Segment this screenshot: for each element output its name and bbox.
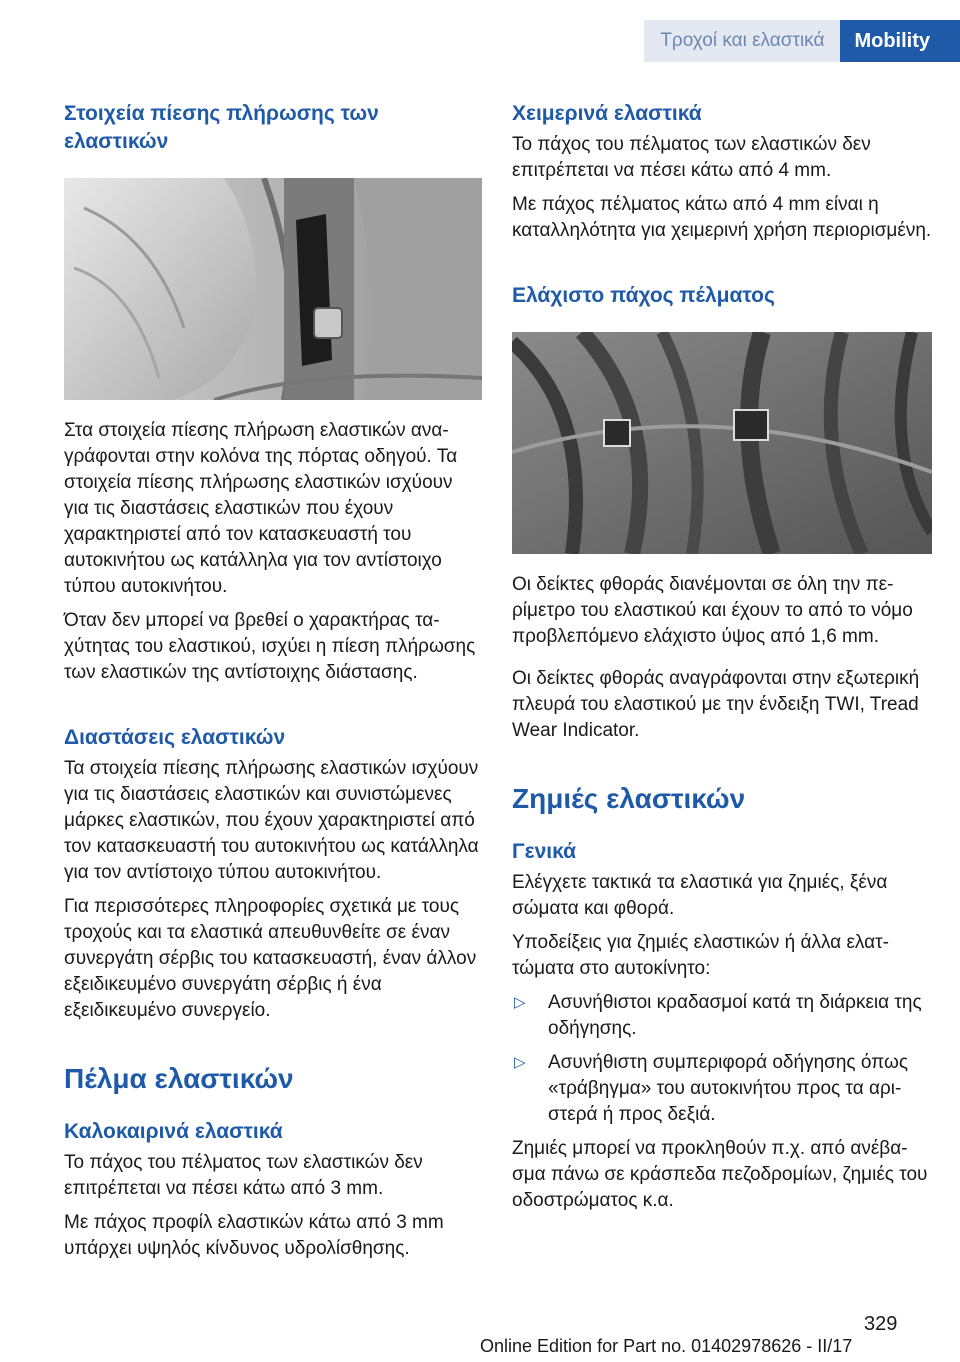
paragraph: Οι δείκτες φθοράς διανέμονται σε όλη την περίμετρο του ελαστικού και έχουν το από το νόμο προβλεπόμενο ελάχιστο ύψος από 1,6 mm.: [512, 574, 913, 647]
heading-summer-tires: Καλοκαιρινά ελαστικά: [64, 1120, 283, 1143]
left-column: [64, 100, 482, 1270]
heading-winter-tires: Χειμερινά ελαστικά: [512, 102, 702, 125]
list-item: [512, 990, 932, 1042]
chapter-title: Mobility: [840, 20, 960, 62]
heading-pressure-data: Στοιχεία πίεσης πλήρωσης των ελαστικών: [64, 102, 379, 153]
page-number: 329: [864, 1313, 898, 1335]
damage-indicators-list: [512, 990, 932, 1128]
door-pillar-figure: [64, 178, 482, 400]
paragraph: Τα στοιχεία πίεσης πλήρωσης ελαστικών ισχύουν για τις διαστάσεις ελαστικών και συνιστώμενες μάρκες ελαστικών, που έχουν χαρακτηριστεί από τον κατασκευαστή του αυτοκινήτου ως κατάλληλα για τον αντίστοιχο τύπου αυτοκινήτου.: [64, 758, 479, 883]
paragraph: Όταν δεν μπορεί να βρεθεί ο χαρακτήρας ταχύτητας του ελαστικού, ισχύει η πίεση πλήρωσης των ελαστικών της αντίστοιχης διάστασης.: [64, 610, 476, 683]
triangle-bullet-icon: ▷: [514, 1054, 526, 1071]
tread-wear-indicator-figure: [512, 332, 932, 554]
heading-tire-dimensions: Διαστάσεις ελαστικών: [64, 726, 286, 749]
list-item-text: Ασυνήθιστη συμπεριφορά οδήγησης όπως «τράβηγμα» του αυτοκινήτου προς τα αριστερά ή προς δεξιά.: [548, 1052, 908, 1125]
paragraph: Στα στοιχεία πίεσης πλήρωση ελαστικών αναγράφονται στην κολόνα της πόρτας οδηγού. Τα στοιχεία πίεσης πλήρωσης ελαστικών ισχύουν για τις διαστάσεις ελαστικών που έχουν χαρακτηριστεί από τον κατασκευαστή του αυτοκινήτου ως κατάλληλα για τον αντίστοιχο τύπου αυτοκινήτου.: [64, 420, 458, 597]
paragraph: Το πάχος του πέλματος των ελαστικών δεν επιτρέπεται να πέσει κάτω από 4 mm.: [512, 134, 871, 181]
heading-minimum-tread: Ελάχιστο πάχος πέλματος: [512, 284, 775, 307]
section-title: Τροχοί και ελαστικά: [644, 20, 840, 62]
paragraph: Το πάχος του πέλματος των ελαστικών δεν επιτρέπεται να πέσει κάτω από 3 mm.: [64, 1152, 423, 1199]
paragraph: Υποδείξεις για ζημιές ελαστικών ή άλλα ελαττώματα στο αυτοκίνητο:: [512, 932, 889, 979]
paragraph: Με πάχος προφίλ ελαστικών κάτω από 3 mm υπάρχει υψηλός κίνδυνος υδρολίσθησης.: [64, 1212, 444, 1259]
heading-general: Γενικά: [512, 840, 577, 863]
right-column: [512, 100, 932, 1222]
paragraph: Ελέγχετε τακτικά τα ελαστικά για ζημιές, ξένα σώματα και φθορά.: [512, 872, 888, 919]
triangle-bullet-icon: ▷: [514, 994, 526, 1011]
heading-tire-tread: Πέλμα ελαστικών: [64, 1063, 294, 1094]
heading-tire-damage: Ζημιές ελαστικών: [512, 783, 746, 814]
edition-footer: Online Edition for Part no. 01402978626 - II/17: [480, 1336, 853, 1356]
paragraph: Ζημιές μπορεί να προκληθούν π.χ. από ανέβασμα πάνω σε κράσπεδα πεζοδρομίων, ζημιές του οδοστρώματος κ.α.: [512, 1138, 928, 1211]
paragraph: Για περισσότερες πληροφορίες σχετικά με τους τροχούς και τα ελαστικά απευθυνθείτε σε έναν συνεργάτη σέρβις του κατασκευαστή, έναν άλλον εξειδικευμένο συνεργάτη σέρβις ή ένα εξειδικευμένο συνεργείο.: [64, 896, 477, 1021]
paragraph: Οι δείκτες φθοράς αναγράφονται στην εξωτερική πλευρά του ελαστικού με την ένδειξη TWI, Tread Wear Indicator.: [512, 668, 920, 741]
list-item: [512, 1050, 932, 1128]
paragraph: Με πάχος πέλματος κάτω από 4 mm είναι η καταλληλότητα για χειμερινή χρήση περιορισμένη.: [512, 194, 932, 241]
header-tabs: [644, 20, 960, 62]
list-item-text: Ασυνήθιστοι κραδασμοί κατά τη διάρκεια της οδήγησης.: [548, 992, 922, 1039]
